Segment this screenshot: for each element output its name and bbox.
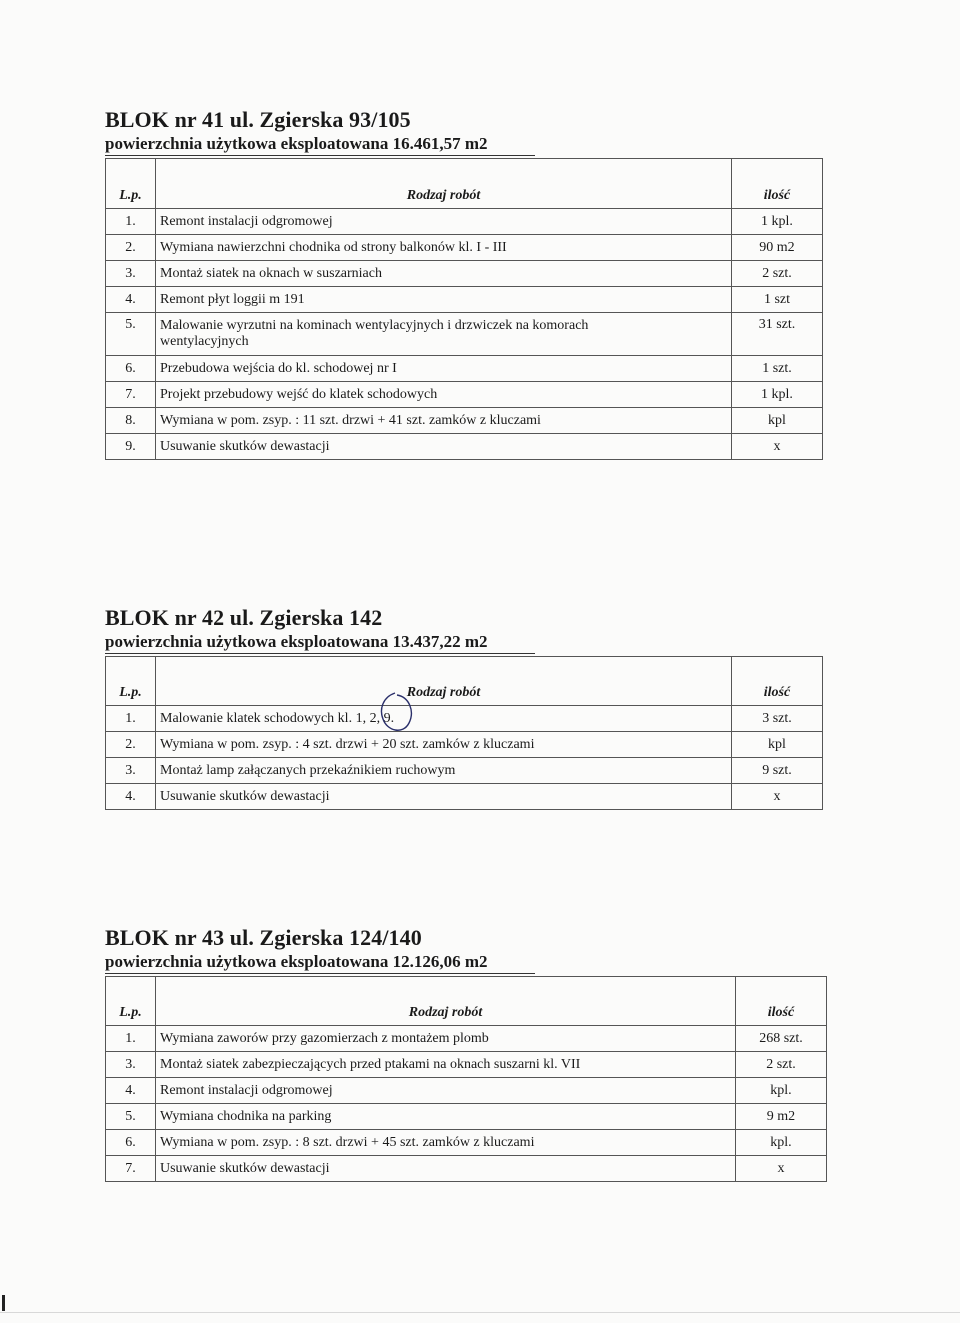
row-qty: 1 kpl. bbox=[732, 209, 823, 235]
row-qty: 3 szt. bbox=[732, 706, 823, 732]
row-qty: 1 szt bbox=[732, 287, 823, 313]
row-lp: 7. bbox=[106, 382, 156, 408]
table-row bbox=[106, 1052, 827, 1078]
row-qty: kpl. bbox=[736, 1130, 827, 1156]
block-41 bbox=[105, 107, 823, 460]
row-qty: x bbox=[732, 784, 823, 810]
handwritten-circle-mark bbox=[377, 691, 417, 739]
row-qty: 2 szt. bbox=[736, 1052, 827, 1078]
row-lp: 1. bbox=[106, 706, 156, 732]
table-row bbox=[106, 784, 823, 810]
table-row bbox=[106, 434, 823, 460]
table-row bbox=[106, 1026, 827, 1052]
works-table bbox=[105, 976, 827, 1182]
row-qty: 31 szt. bbox=[732, 313, 823, 356]
row-lp: 6. bbox=[106, 356, 156, 382]
table-row bbox=[106, 1156, 827, 1182]
row-lp: 4. bbox=[106, 287, 156, 313]
table-row bbox=[106, 758, 823, 784]
row-name: Montaż siatek zabezpieczających przed ptakami na oknach suszarni kl. VII bbox=[156, 1052, 736, 1078]
row-name: Wymiana zaworów przy gazomierzach z montażem plomb bbox=[156, 1026, 736, 1052]
block-title: BLOK nr 42 ul. Zgierska 142 bbox=[105, 605, 383, 630]
row-name: Usuwanie skutków dewastacji bbox=[156, 784, 732, 810]
table-row bbox=[106, 287, 823, 313]
row-name: Montaż siatek na oknach w suszarniach bbox=[156, 261, 732, 287]
row-lp: 1. bbox=[106, 1026, 156, 1052]
row-qty: 268 szt. bbox=[736, 1026, 827, 1052]
block-area: powierzchnia użytkowa eksploatowana 12.126,06 m2 bbox=[105, 951, 535, 974]
header-name: Rodzaj robót bbox=[156, 657, 732, 706]
table-row bbox=[106, 313, 823, 356]
row-lp: 2. bbox=[106, 235, 156, 261]
block-area: powierzchnia użytkowa eksploatowana 13.437,22 m2 bbox=[105, 631, 535, 654]
row-qty: 90 m2 bbox=[732, 235, 823, 261]
row-lp: 2. bbox=[106, 732, 156, 758]
row-qty: 1 kpl. bbox=[732, 382, 823, 408]
row-name: Wymiana w pom. zsyp. : 8 szt. drzwi + 45 szt. zamków z kluczami bbox=[156, 1130, 736, 1156]
row-qty: x bbox=[736, 1156, 827, 1182]
row-lp: 5. bbox=[106, 313, 156, 356]
row-lp: 9. bbox=[106, 434, 156, 460]
table-row bbox=[106, 209, 823, 235]
row-lp: 3. bbox=[106, 261, 156, 287]
row-lp: 5. bbox=[106, 1104, 156, 1130]
header-name: Rodzaj robót bbox=[156, 977, 736, 1026]
header-qty: ilość bbox=[736, 977, 827, 1026]
row-qty: 9 m2 bbox=[736, 1104, 827, 1130]
header-qty: ilość bbox=[732, 657, 823, 706]
row-lp: 4. bbox=[106, 784, 156, 810]
row-lp: 3. bbox=[106, 1052, 156, 1078]
row-name: Przebudowa wejścia do kl. schodowej nr I bbox=[156, 356, 732, 382]
scan-margin-mark bbox=[2, 1295, 5, 1311]
row-name: Remont instalacji odgromowej bbox=[156, 1078, 736, 1104]
table-row bbox=[106, 1130, 827, 1156]
block-title: BLOK nr 43 ul. Zgierska 124/140 bbox=[105, 925, 422, 950]
row-lp: 6. bbox=[106, 1130, 156, 1156]
row-name: Wymiana w pom. zsyp. : 4 szt. drzwi + 20 szt. zamków z kluczami bbox=[156, 732, 732, 758]
works-table bbox=[105, 158, 823, 460]
header-name: Rodzaj robót bbox=[156, 159, 732, 209]
header-lp: L.p. bbox=[106, 657, 156, 706]
row-qty: 1 szt. bbox=[732, 356, 823, 382]
row-lp: 4. bbox=[106, 1078, 156, 1104]
row-qty: 2 szt. bbox=[732, 261, 823, 287]
table-row bbox=[106, 1078, 827, 1104]
block-42 bbox=[105, 605, 823, 810]
table-header-row bbox=[106, 657, 823, 706]
works-table bbox=[105, 656, 823, 810]
block-title: BLOK nr 41 ul. Zgierska 93/105 bbox=[105, 107, 411, 132]
header-lp: L.p. bbox=[106, 977, 156, 1026]
row-qty: kpl bbox=[732, 408, 823, 434]
table-row bbox=[106, 1104, 827, 1130]
row-lp: 8. bbox=[106, 408, 156, 434]
row-name: Usuwanie skutków dewastacji bbox=[156, 1156, 736, 1182]
row-name: Usuwanie skutków dewastacji bbox=[156, 434, 732, 460]
row-name: Montaż lamp załączanych przekaźnikiem ruchowym bbox=[156, 758, 732, 784]
table-row bbox=[106, 732, 823, 758]
table-row bbox=[106, 706, 823, 732]
scan-edge-line bbox=[0, 1312, 960, 1313]
row-name: Wymiana w pom. zsyp. : 11 szt. drzwi + 41 szt. zamków z kluczami bbox=[156, 408, 732, 434]
row-qty: kpl. bbox=[736, 1078, 827, 1104]
table-header-row bbox=[106, 159, 823, 209]
row-name: Projekt przebudowy wejść do klatek schodowych bbox=[156, 382, 732, 408]
row-name: Malowanie wyrzutni na kominach wentylacyjnych i drzwiczek na komorach wentylacyjnych bbox=[156, 313, 732, 356]
row-name: Malowanie klatek schodowych kl. 1, 2, 9. bbox=[156, 706, 732, 732]
block-area: powierzchnia użytkowa eksploatowana 16.461,57 m2 bbox=[105, 133, 535, 156]
header-lp: L.p. bbox=[106, 159, 156, 209]
row-qty: kpl bbox=[732, 732, 823, 758]
header-qty: ilość bbox=[732, 159, 823, 209]
row-qty: x bbox=[732, 434, 823, 460]
table-header-row bbox=[106, 977, 827, 1026]
table-row bbox=[106, 408, 823, 434]
row-name: Wymiana chodnika na parking bbox=[156, 1104, 736, 1130]
row-name: Wymiana nawierzchni chodnika od strony balkonów kl. I - III bbox=[156, 235, 732, 261]
table-row bbox=[106, 261, 823, 287]
table-row bbox=[106, 382, 823, 408]
table-row bbox=[106, 356, 823, 382]
row-lp: 1. bbox=[106, 209, 156, 235]
row-name: Remont płyt loggii m 191 bbox=[156, 287, 732, 313]
row-name: Remont instalacji odgromowej bbox=[156, 209, 732, 235]
table-row bbox=[106, 235, 823, 261]
block-43 bbox=[105, 925, 827, 1182]
row-lp: 7. bbox=[106, 1156, 156, 1182]
row-lp: 3. bbox=[106, 758, 156, 784]
row-qty: 9 szt. bbox=[732, 758, 823, 784]
